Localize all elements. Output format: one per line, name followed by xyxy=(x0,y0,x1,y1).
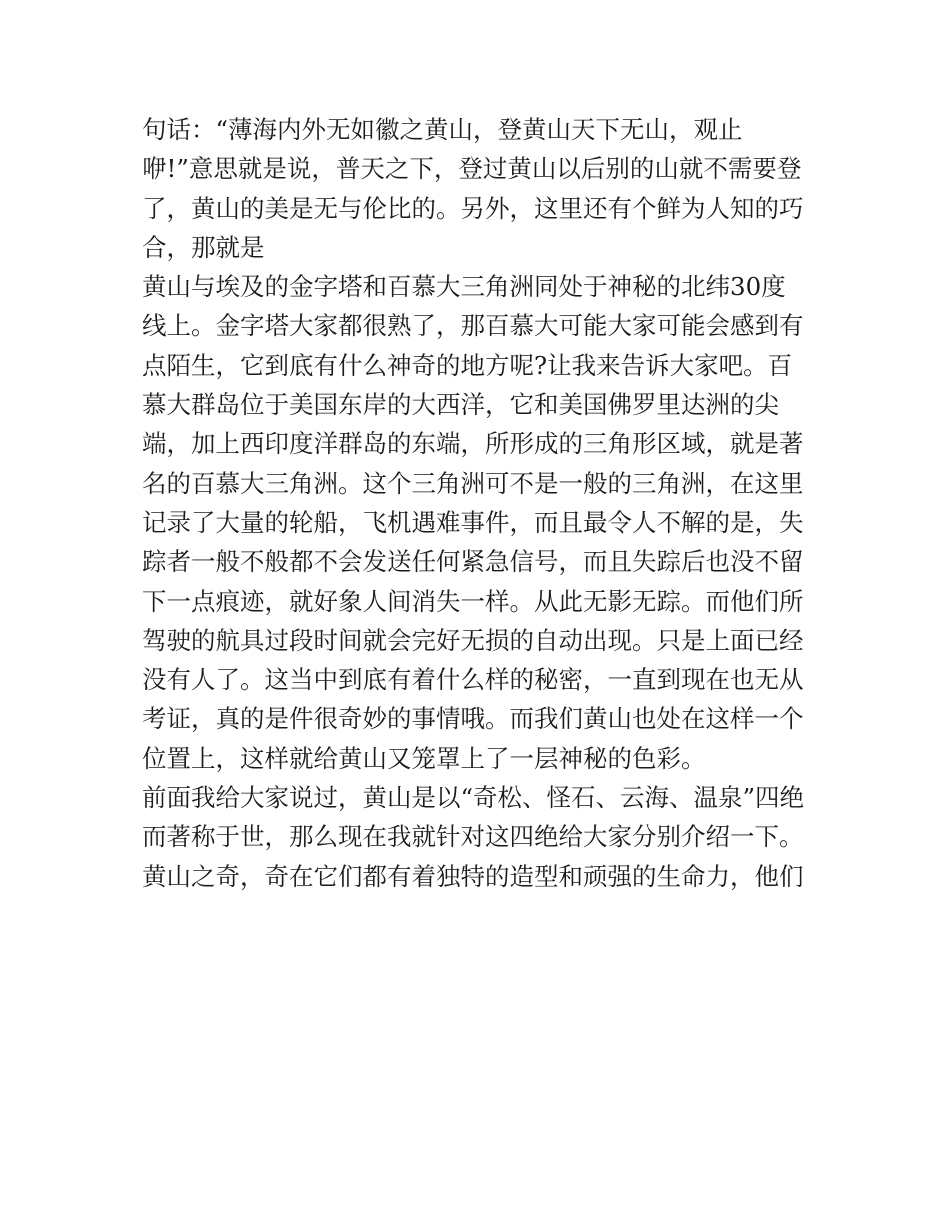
body-text xyxy=(142,110,822,896)
text-line: 而著称于世，那么现在我就针对这四绝给大家分别介绍一下。 xyxy=(142,822,804,852)
text-line: 前面我给大家说过，黄山是以“奇松、怪石、云海、温泉”四绝 xyxy=(142,783,805,813)
text-line: 记录了大量的轮船，飞机遇难事件，而且最令人不解的是，失 xyxy=(142,507,804,537)
text-line: 点陌生，它到底有什么神奇的地方呢?让我来告诉大家吧。百 xyxy=(142,350,793,380)
text-line: 下一点痕迹，就好象人间消失一样。从此无影无踪。而他们所 xyxy=(142,586,804,616)
text-line: 线上。金字塔大家都很熟了，那百慕大可能大家可能会感到有 xyxy=(142,311,804,341)
text-line: 踪者一般不般都不会发送任何紧急信号，而且失踪后也没不留 xyxy=(142,547,804,577)
text-line: 句话：“薄海内外无如徽之黄山，登黄山天下无山，观止 xyxy=(142,115,743,144)
text-line: 黄山之奇，奇在它们都有着独特的造型和顽强的生命力，他们 xyxy=(142,861,804,891)
text-line: 慕大群岛位于美国东岸的大西洋，它和美国佛罗里达洲的尖 xyxy=(142,390,779,420)
text-line: 驾驶的航具过段时间就会完好无损的自动出现。只是上面已经 xyxy=(142,625,804,655)
text-line: 名的百慕大三角洲。这个三角洲可不是一般的三角洲，在这里 xyxy=(142,468,804,498)
text-line: 位置上，这样就给黄山又笼罩上了一层神秘的色彩。 xyxy=(142,743,706,773)
text-line: 了，黄山的美是无与伦比的。另外，这里还有个鲜为人知的巧 xyxy=(142,193,804,223)
text-line: 合，那就是 xyxy=(142,232,265,262)
text-line: 咿!”意思就是说，普天之下，登过黄山以后别的山就不需要登 xyxy=(142,154,802,184)
text-line: 没有人了。这当中到底有着什么样的秘密，一直到现在也无从 xyxy=(142,665,804,695)
text-line: 黄山与埃及的金字塔和百慕大三角洲同处于神秘的北纬30度 xyxy=(142,272,786,302)
text-line: 端，加上西印度洋群岛的东端，所形成的三角形区域，就是著 xyxy=(142,429,804,459)
text-line: 考证，真的是件很奇妙的事情哦。而我们黄山也处在这样一个 xyxy=(142,704,804,734)
